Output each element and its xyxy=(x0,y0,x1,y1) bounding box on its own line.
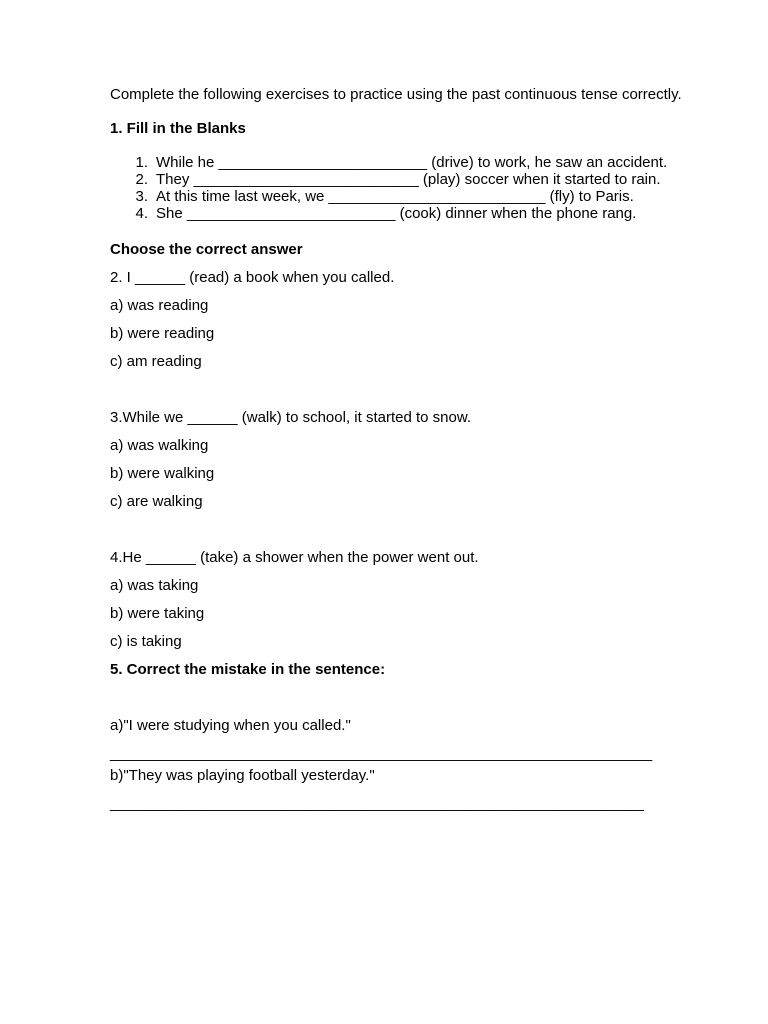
option-3c: c) are walking xyxy=(110,493,203,510)
option-2c: c) am reading xyxy=(110,353,202,370)
list-item-number: 2. xyxy=(135,171,148,188)
question-3: 3.While we ______ (walk) to school, it started to snow. xyxy=(110,409,472,426)
section-5-heading: 5. Correct the mistake in the sentence: xyxy=(110,661,386,678)
list-item-number: 4. xyxy=(135,205,148,222)
question-4: 4.He ______ (take) a shower when the power went out. xyxy=(110,549,479,566)
option-3b: b) were walking xyxy=(110,465,215,482)
list-item-text: They ___________________________ (play) soccer when it started to rain. xyxy=(156,171,661,188)
option-3a: a) was walking xyxy=(110,437,209,454)
list-item-text: At this time last week, we __________________________ (fly) to Paris. xyxy=(156,188,634,205)
option-4b: b) were taking xyxy=(110,605,205,622)
correction-sentence-b: b)"They was playing football yesterday." xyxy=(110,767,375,784)
question-2: 2. I ______ (read) a book when you called. xyxy=(110,269,395,286)
option-2b: b) were reading xyxy=(110,325,215,342)
list-item xyxy=(110,205,700,222)
option-2a: a) was reading xyxy=(110,297,209,314)
answer-line-b[interactable]: ________________________________________________________________ xyxy=(110,795,644,812)
list-item-number: 3. xyxy=(135,188,148,205)
option-4c: c) is taking xyxy=(110,633,182,650)
option-4a: a) was taking xyxy=(110,577,199,594)
list-item xyxy=(110,154,700,171)
list-item xyxy=(110,171,700,188)
fill-in-blanks-list xyxy=(110,154,700,222)
list-item xyxy=(110,188,700,205)
list-item-text: She _________________________ (cook) dinner when the phone rang. xyxy=(156,205,637,222)
correction-sentence-a: a)"I were studying when you called." xyxy=(110,717,351,734)
answer-line-a[interactable]: _________________________________________________________________ xyxy=(110,745,653,762)
section-1-heading: 1. Fill in the Blanks xyxy=(110,120,246,137)
intro-text: Complete the following exercises to practice using the past continuous tense correctly. xyxy=(110,86,682,103)
worksheet xyxy=(110,86,700,812)
list-item-text: While he _________________________ (drive) to work, he saw an accident. xyxy=(156,154,668,171)
list-item-number: 1. xyxy=(135,154,148,171)
section-2-heading: Choose the correct answer xyxy=(110,241,303,258)
